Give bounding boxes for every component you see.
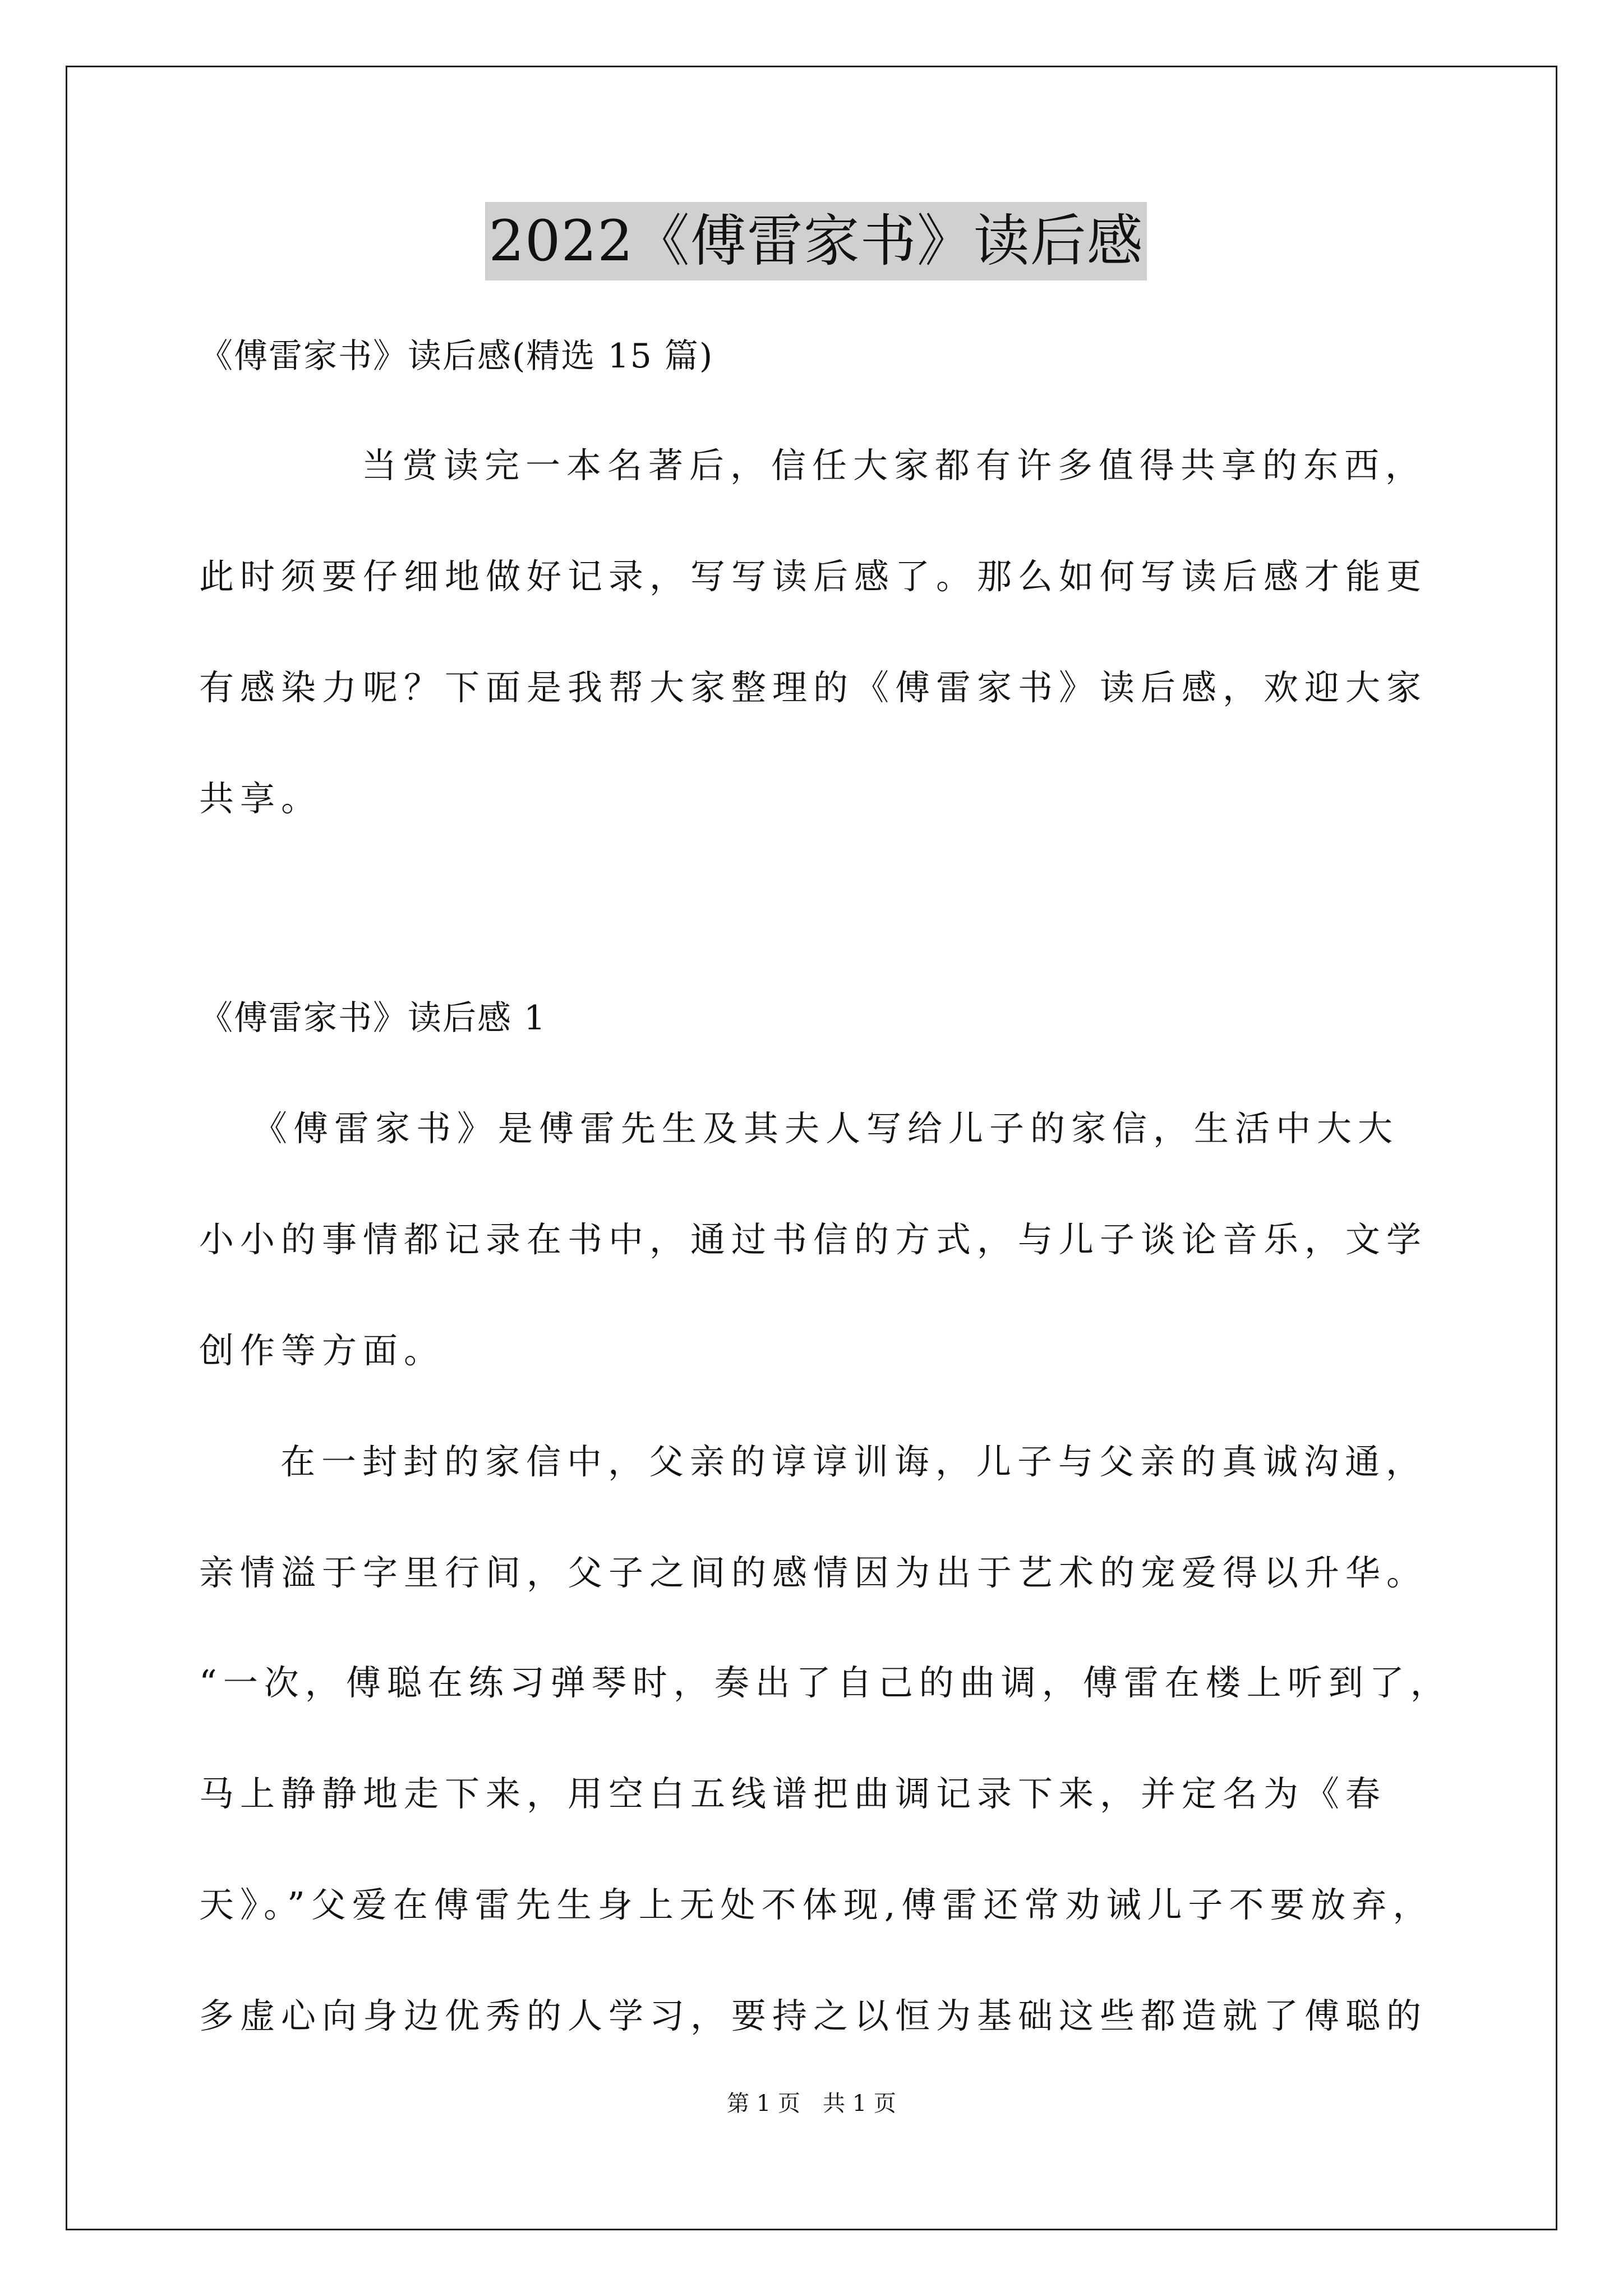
body-line-4: 在一封封的家信中，父亲的谆谆训诲，儿子与父亲的真诚沟通， xyxy=(280,1441,1427,1482)
document-title: 2022《傅雷家书》读后感 xyxy=(485,202,1147,280)
body-line-1: 《傅雷家书》是傅雷先生及其夫人写给儿子的家信，生活中大大 xyxy=(252,1108,1399,1149)
body-line-3: 创作等方面。 xyxy=(199,1330,445,1371)
body-line-5: 亲情溢于字里行间，父子之间的感情因为出于艺术的宠爱得以升华。 xyxy=(199,1552,1428,1593)
body-line-8: 天》。”父爱在傅雷先生身上无处不体现,傅雷还常劝诫儿子不要放弃， xyxy=(199,1884,1434,1925)
body-line-7: 马上静静地走下来，用空白五线谱把曲调记录下来，并定名为《春 xyxy=(199,1773,1387,1814)
body-line-9: 多虚心向身边优秀的人学习，要持之以恒为基础这些都造就了傅聪的 xyxy=(199,1995,1428,2036)
intro-line-2: 此时须要仔细地做好记录，写写读后感了。那么如何写读后感才能更 xyxy=(199,556,1428,597)
intro-line-4: 共享。 xyxy=(199,778,322,819)
document-subtitle: 《傅雷家书》读后感(精选 15 篇) xyxy=(199,337,714,376)
page-footer: 第 1 页 共 1 页 xyxy=(727,2091,896,2116)
body-line-6: “一次，傅聪在练习弹琴时，奏出了自己的曲调，傅雷在楼上听到了， xyxy=(199,1662,1451,1703)
section-heading: 《傅雷家书》读后感 1 xyxy=(199,999,547,1038)
intro-line-1: 当赏读完一本名著后，信任大家都有许多值得共享的东西， xyxy=(362,445,1427,486)
title-wrap xyxy=(199,202,1433,280)
intro-line-3: 有感染力呢？下面是我帮大家整理的《傅雷家书》读后感，欢迎大家 xyxy=(199,667,1428,708)
body-line-2: 小小的事情都记录在书中，通过书信的方式，与儿子谈论音乐，文学 xyxy=(199,1219,1428,1260)
